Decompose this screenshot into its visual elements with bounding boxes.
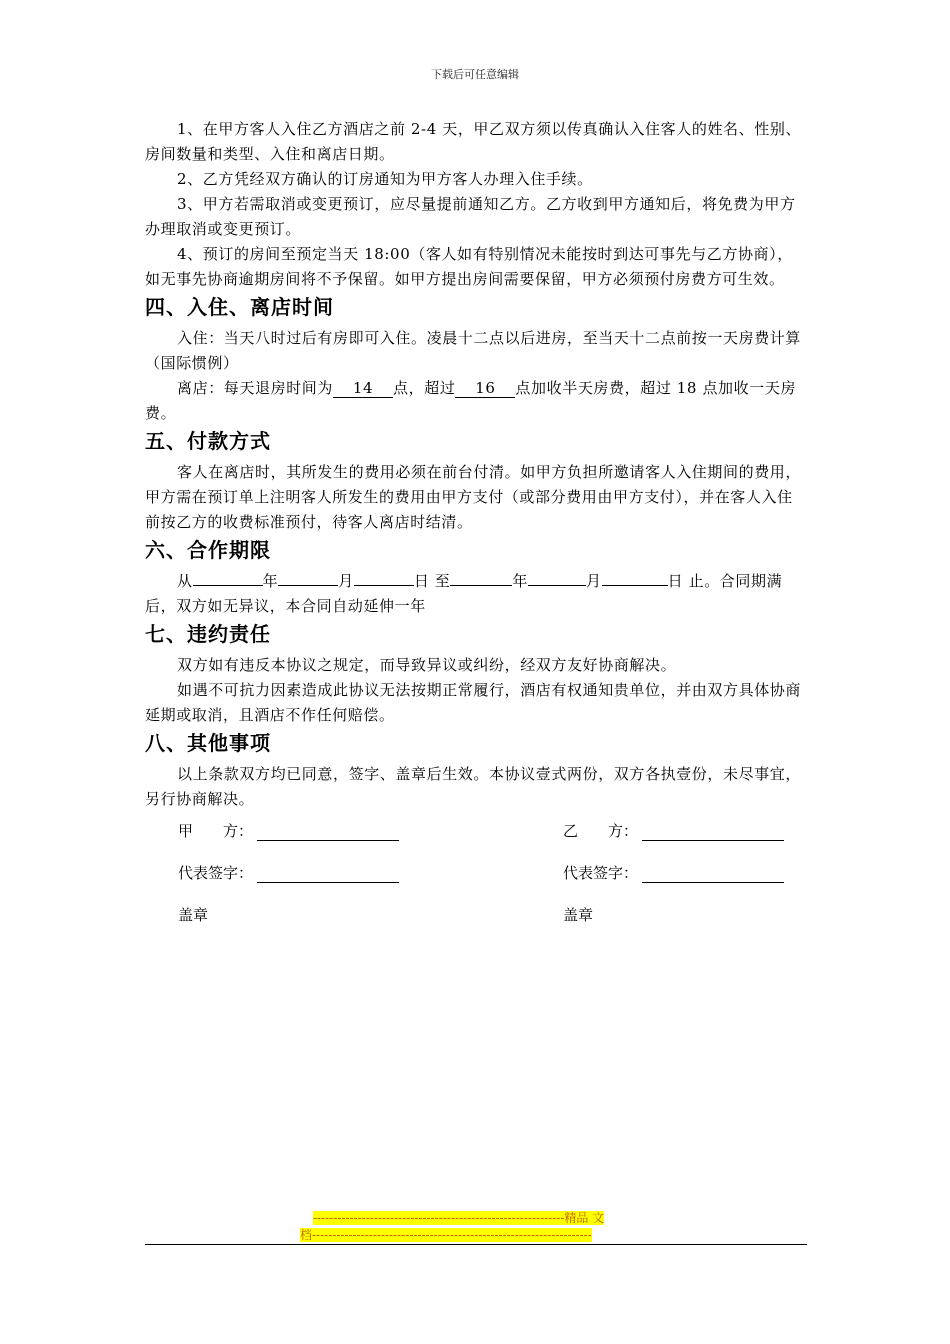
other-matters: 以上条款双方均已同意，签字、盖章后生效。本协议壹式两份，双方各执壹份，未尽事宜，另行协商解决。	[145, 765, 802, 808]
section-8-heading: 八、其他事项	[145, 731, 271, 755]
footer-line-1: --------------------------------------------------------------精品 文	[313, 1211, 605, 1225]
page-header: 下载后可任意编辑	[431, 68, 519, 81]
checkout-prefix: 离店：每天退房时间为	[177, 379, 334, 397]
checkout-mid: 点，超过	[393, 379, 456, 397]
party-a-block	[178, 820, 399, 841]
seal-b: 盖章	[563, 906, 594, 924]
start-year-blank	[193, 585, 263, 586]
clause-3-3: 3、甲方若需取消或变更预订，应尽量提前通知乙方。乙方收到甲方通知后，将免费为甲方办理取消或变更预订。	[145, 195, 796, 238]
day-to-label: 日 至	[413, 572, 451, 590]
term-period	[145, 569, 807, 594]
day-end-label: 日 止。合同期满	[667, 572, 783, 590]
checkout-suffix: 点加收半天房费，超过 18 点加收一天房费。	[145, 379, 797, 422]
checkin-rule: 入住：当天八时过后有房即可入住。凌晨十二点以后进房，至当天十二点前按一天房费计算（国际惯例）	[145, 329, 802, 372]
party-b-line[interactable]	[642, 824, 784, 841]
month-label: 月	[338, 572, 354, 590]
rep-a-line[interactable]	[257, 866, 399, 883]
document-body	[145, 117, 807, 946]
end-day-blank	[602, 585, 668, 586]
end-month-blank	[528, 585, 586, 586]
party-b-block	[563, 820, 784, 841]
party-row	[145, 820, 807, 862]
seal-row	[145, 904, 807, 946]
term-continuation: 后，双方如无异议，本合同自动延伸一年	[145, 597, 426, 615]
seal-a: 盖章	[178, 906, 209, 924]
from-label: 从	[177, 572, 193, 590]
footer-divider	[145, 1244, 807, 1245]
footer-watermark	[300, 1210, 650, 1244]
rep-row	[145, 862, 807, 904]
rep-a-label: 代表签字：	[178, 864, 254, 882]
clause-3-4: 4、预订的房间至预定当天 18:00（客人如有特别情况未能按时到达可事先与乙方协商），如无事先协商逾期房间将不予保留。如甲方提出房间需要保留，甲方必须预付房费方可生效。	[145, 245, 793, 288]
rep-b-block	[563, 862, 784, 883]
year2-label: 年	[512, 572, 529, 590]
rep-a-block	[178, 862, 399, 883]
clause-3-2: 2、乙方凭经双方确认的订房通知为甲方客人办理入住手续。	[177, 170, 593, 188]
footer-line-2: 档---------------------------------------------------------------------	[300, 1228, 592, 1242]
section-4-heading: 四、入住、离店时间	[145, 295, 334, 319]
clause-3-1: 1、在甲方客人入住乙方酒店之前 2-4 天，甲乙双方须以传真确认入住客人的姓名、性别、房间数量和类型、入住和离店日期。	[145, 120, 802, 163]
half-day-hour-blank: 16	[455, 379, 515, 398]
party-b-label: 乙 方：	[563, 822, 639, 840]
checkout-hour-blank: 14	[333, 379, 393, 398]
party-a-line[interactable]	[257, 824, 399, 841]
end-year-blank	[450, 585, 512, 586]
checkout-rule	[145, 376, 807, 426]
liability-para-1: 双方如有违反本协议之规定，而导致异议或纠纷，经双方友好协商解决。	[177, 656, 677, 674]
payment-terms: 客人在离店时，其所发生的费用必须在前台付清。如甲方负担所邀请客人入住期间的费用，甲方需在预订单上注明客人所发生的费用由甲方支付（或部分费用由甲方支付），并在客人入住前按乙方的收费标准预付，待客人离店时结清。	[145, 463, 802, 531]
section-6-heading: 六、合作期限	[145, 538, 271, 562]
year-label: 年	[262, 572, 279, 590]
rep-b-label: 代表签字：	[563, 864, 639, 882]
liability-para-2: 如遇不可抗力因素造成此协议无法按期正常履行，酒店有权通知贵单位，并由双方具体协商延期或取消，且酒店不作任何赔偿。	[145, 681, 802, 724]
month2-label: 月	[586, 572, 602, 590]
party-a-label: 甲 方：	[178, 822, 254, 840]
start-month-blank	[278, 585, 338, 586]
section-7-heading: 七、违约责任	[145, 622, 271, 646]
rep-b-line[interactable]	[642, 866, 784, 883]
start-day-blank	[354, 585, 414, 586]
section-5-heading: 五、付款方式	[145, 429, 271, 453]
